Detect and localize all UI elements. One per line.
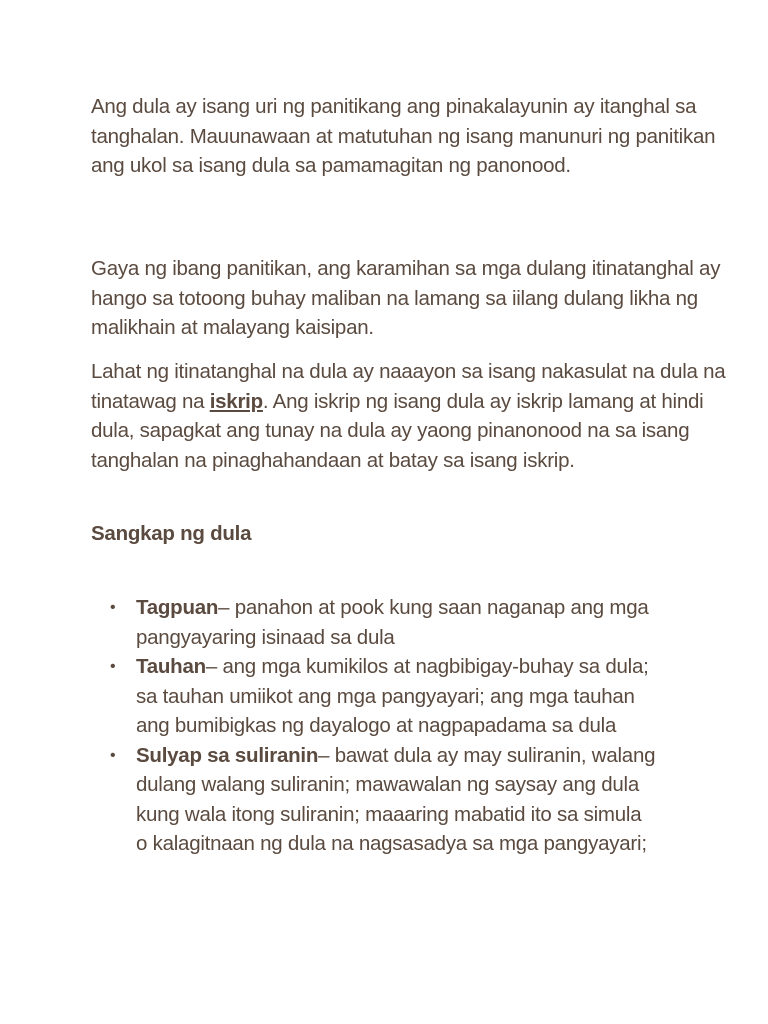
term-definition: – bawat dula ay may suliranin, walang dulang walang suliranin; mawawalan ng saysay ang dula kung wala itong suliranin; maaaring mabatid ito sa simula o kalagitnaan ng dula na nagsasadya sa mga pangyayari; [136, 743, 656, 855]
bullet-icon: • [110, 746, 116, 764]
term-definition: – ang mga kumikilos at nagbibigay-buhay sa dula; sa tauhan umiikot ang mga pangyayari; ang mga tauhan ang bumibigkas ng dayalogo at nagpapadama sa dula [136, 655, 649, 737]
script-paragraph-rest: . Ang iskrip ng isang dula ay iskrip lamang at hindi dula, sapagkat ang tunay na dula ay yaong pinanonood na sa isang tanghalan na pinaghahandaan at batay sa isang iskrip. [91, 389, 704, 472]
bullet-icon: • [110, 658, 116, 675]
term-label: Sulyap sa suliranin [136, 743, 319, 767]
term-label: Tagpuan [136, 596, 219, 619]
script-paragraph [91, 357, 731, 475]
list-item-tagpuan [0, 593, 656, 652]
list-item-sulyap [0, 741, 656, 859]
elements-list [0, 593, 768, 859]
section-heading: Sangkap ng dula [91, 522, 252, 545]
term-label: Tauhan [136, 655, 206, 678]
script-paragraph-lead: Lahat ng itinatanghal na dula ay naaayon sa isang nakasulat na dula na tinatawag na [91, 360, 726, 413]
origin-paragraph: Gaya ng ibang panitikan, ang karamihan sa mga dulang itinatanghal ay hango sa totoong buhay maliban na lamang sa iilang dulang likha ng malikhain at malayang kaisipan. [91, 257, 721, 339]
intro-paragraph: Ang dula ay isang uri ng panitikang ang pinakalayunin ay itanghal sa tanghalan. Mauunawaan at matutuhan ng isang manunuri ng panitikan ang ukol sa isang dula sa pamamagitan ng panonood. [91, 95, 716, 177]
iskrip-keyword: iskrip [209, 389, 263, 413]
bullet-icon: • [110, 599, 116, 616]
list-item-tauhan [0, 652, 656, 741]
term-definition: – panahon at pook kung saan naganap ang mga pangyayaring isinaad sa dula [136, 596, 649, 649]
